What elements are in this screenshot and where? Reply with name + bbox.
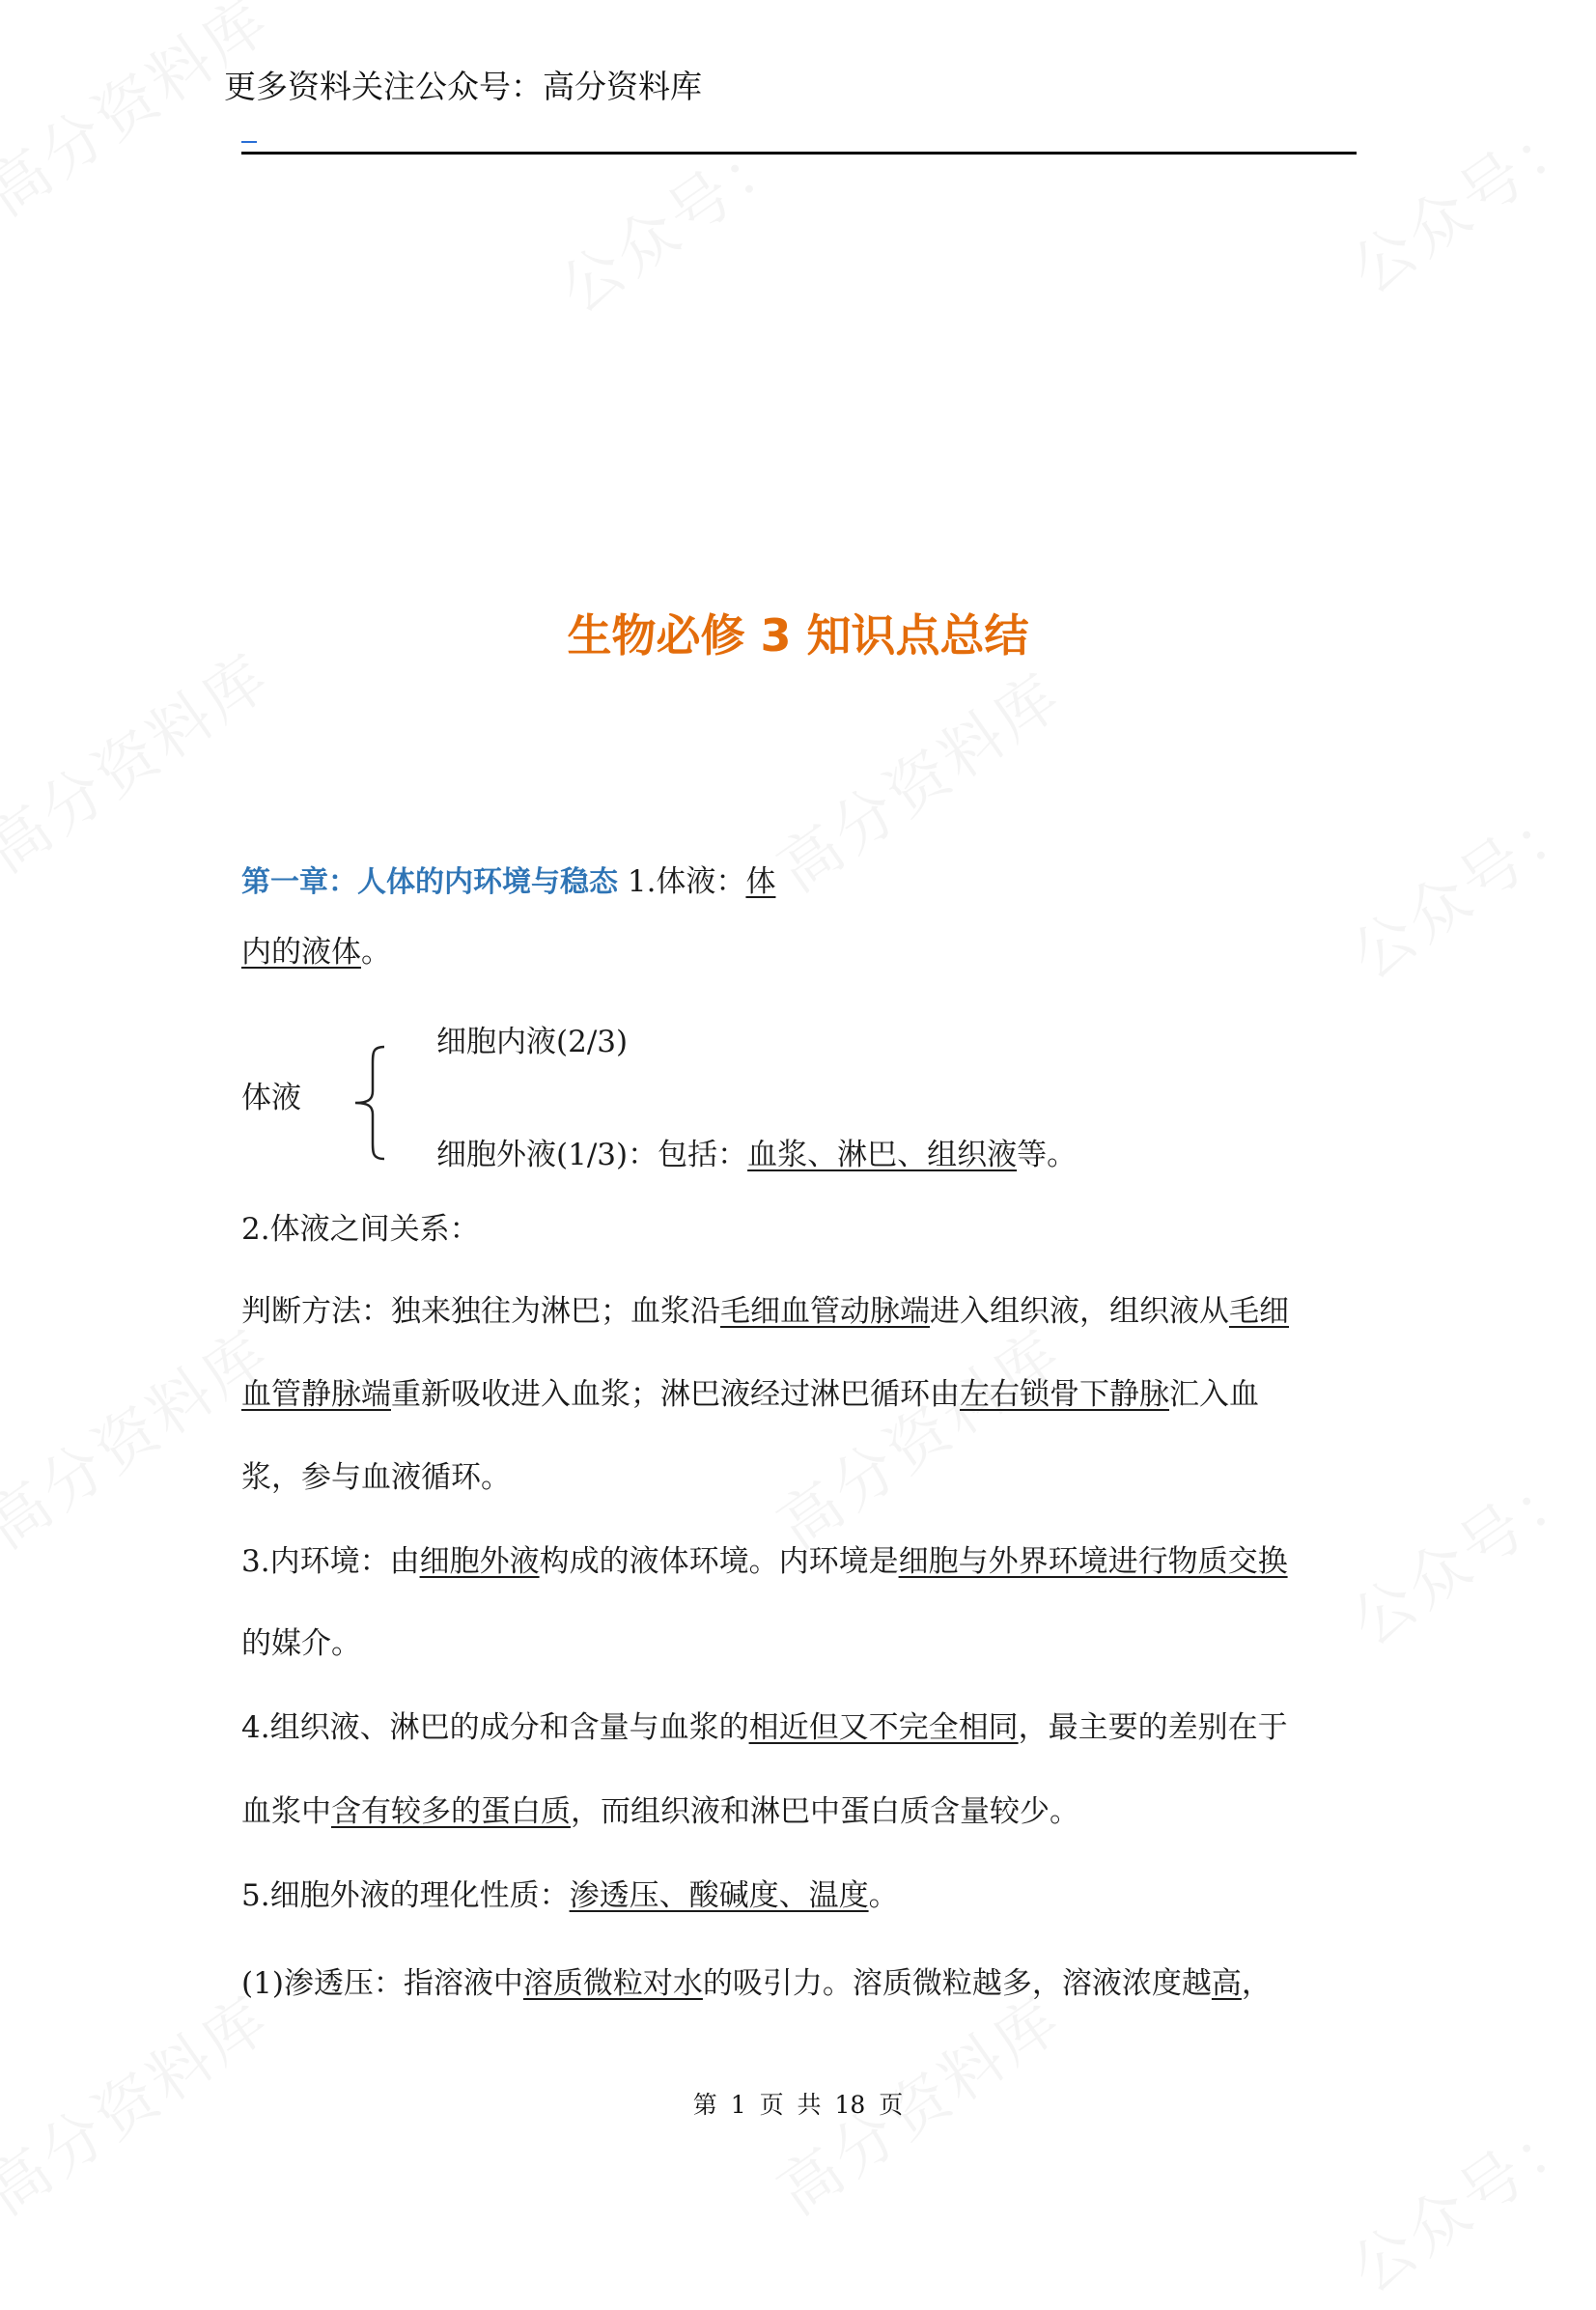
- watermark: [0, 0, 286, 233]
- underlined-term: 渗透压、酸碱度、温度: [569, 1878, 869, 1913]
- underlined-term: 左右锁骨下静脉: [960, 1377, 1169, 1412]
- underlined-term: 毛细: [1229, 1294, 1289, 1329]
- underlined-term: 血管静脉端: [241, 1377, 391, 1412]
- brace-icon: [350, 1041, 407, 1165]
- text-run: 等。: [1017, 1138, 1078, 1172]
- underlined-term: 细胞外液: [419, 1544, 540, 1579]
- text-run: (1)渗透压：指溶液中: [241, 1966, 523, 2001]
- watermark: [757, 648, 1077, 909]
- text-run: 进入组织液，组织液从: [930, 1294, 1229, 1329]
- underlined-term: 血浆、淋巴、组织液: [747, 1138, 1018, 1172]
- text-run: 5.细胞外液的理化性质：: [241, 1878, 570, 1913]
- watermark: [757, 1305, 1077, 1565]
- underlined-term: 内的液体: [241, 935, 361, 970]
- underlined-term: 含有较多的蛋白质: [331, 1794, 571, 1829]
- text-run: 。: [361, 935, 391, 970]
- watermark: [1330, 1439, 1596, 1662]
- underlined-term: 细胞与外界环境进行物质交换: [898, 1544, 1288, 1579]
- text-run: 构成的液体环境。内环境是: [539, 1544, 899, 1579]
- text-run: 4.组织液、淋巴的成分和含量与血浆的: [241, 1710, 749, 1745]
- page-footer: 第 1 页 共 18 页: [692, 2091, 904, 2119]
- underlined-term: 高: [1211, 1966, 1242, 2001]
- watermark: [1330, 773, 1596, 996]
- text-run: 判断方法：独来独往为淋巴；血浆沿: [241, 1294, 720, 1329]
- text-run: 。: [868, 1878, 899, 1913]
- chapter-heading: 第一章：人体的内环境与稳态: [241, 865, 618, 899]
- chapter-line-2: [241, 933, 391, 972]
- paragraph-6: [241, 1964, 1272, 2003]
- paragraph-judge-line-2: [241, 1375, 1259, 1414]
- text-run: ，: [1241, 1966, 1272, 2001]
- document-title: 生物必修 3 知识点总结: [567, 609, 1029, 662]
- underlined-term: 相近但又不完全相同: [748, 1710, 1019, 1745]
- underlined-term: 体: [745, 864, 776, 899]
- text-run: ，最主要的差别在于: [1018, 1710, 1288, 1745]
- paragraph-3-line-1: [241, 1542, 1288, 1581]
- watermark: [0, 1305, 286, 1565]
- diagram-bottom-branch: [436, 1136, 1077, 1174]
- watermark: [539, 106, 805, 329]
- text-run: 的吸引力。溶质微粒越多，溶液浓度越: [702, 1966, 1212, 2001]
- header-divider: [241, 152, 1357, 155]
- chapter-text: 1.体液：: [618, 864, 746, 899]
- diagram-top-branch: 细胞内液(2/3): [436, 1025, 629, 1059]
- watermark: [1330, 87, 1596, 310]
- paragraph-4-line-1: [241, 1708, 1288, 1747]
- paragraph-judge-line-1: [241, 1292, 1289, 1331]
- page-header: 更多资料关注公众号：高分资料库: [224, 68, 702, 105]
- paragraph-5: [241, 1876, 899, 1915]
- text-run: 血浆中: [241, 1794, 331, 1829]
- chapter-line: [241, 862, 775, 902]
- text-run: ，而组织液和淋巴中蛋白质含量较少。: [571, 1794, 1079, 1829]
- underlined-term: 毛细血管动脉端: [720, 1294, 930, 1329]
- paragraph-judge-line-3: 浆，参与血液循环。: [241, 1460, 511, 1495]
- header-link-mark: [241, 141, 257, 143]
- text-run: 3.内环境：由: [241, 1544, 420, 1579]
- paragraph-2: 2.体液之间关系：: [241, 1212, 480, 1247]
- paragraph-4-line-2: [241, 1792, 1079, 1831]
- text-run: 重新吸收进入血浆；淋巴液经过淋巴循环由: [391, 1377, 960, 1412]
- paragraph-3-line-2: 的媒介。: [241, 1626, 361, 1661]
- text-run: 细胞外液(1/3)：包括：: [436, 1138, 748, 1172]
- text-run: 汇入血: [1169, 1377, 1259, 1412]
- diagram-left-label: 体液: [241, 1081, 301, 1115]
- watermark: [0, 629, 286, 889]
- underlined-term: 溶质微粒对水: [522, 1966, 703, 2001]
